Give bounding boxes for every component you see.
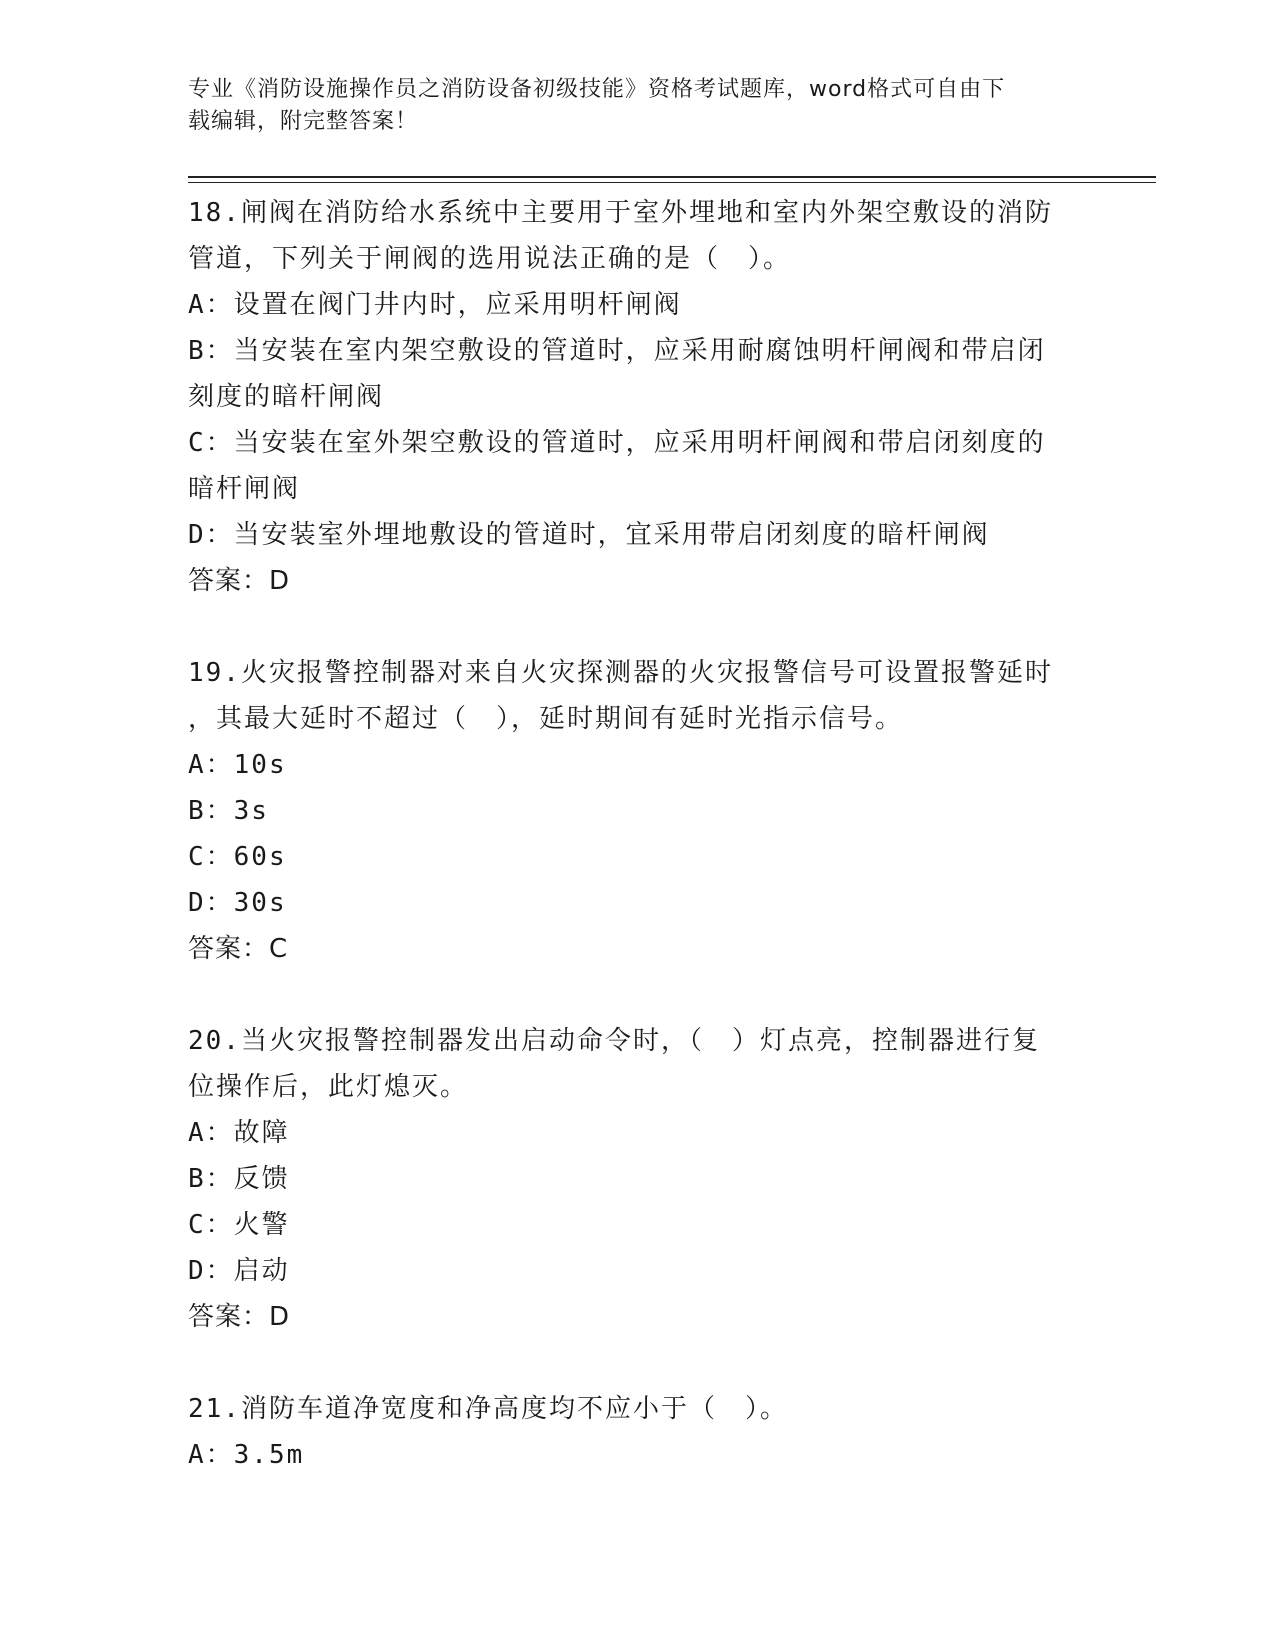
option-b: B：3s	[188, 796, 269, 826]
option-c-continued: 暗杆闸阀	[188, 474, 301, 504]
question-stem-line: 管道，下列关于闸阀的选用说法正确的是（ ）。	[188, 244, 792, 274]
option-c: C：火警	[188, 1210, 290, 1240]
question-stem-line: 18.闸阀在消防给水系统中主要用于室外埋地和室内外架空敷设的消防	[188, 198, 1053, 228]
option-d: D：当安装室外埋地敷设的管道时，宜采用带启闭刻度的暗杆闸阀	[188, 520, 990, 550]
question-21	[188, 1386, 1088, 1478]
question-stem-line: 19.火灾报警控制器对来自火灾探测器的火灾报警信号可设置报警延时	[188, 658, 1053, 688]
question-list	[188, 190, 1088, 1524]
option-b-continued: 刻度的暗杆闸阀	[188, 382, 385, 412]
option-b: B：反馈	[188, 1164, 290, 1194]
option-d: D：30s	[188, 888, 287, 918]
header-line-1: 专业《消防设施操作员之消防设备初级技能》资格考试题库，word格式可自由下	[188, 77, 1006, 102]
question-20	[188, 1018, 1088, 1340]
header-divider-thin	[188, 182, 1156, 183]
header-divider-thick	[188, 176, 1156, 178]
option-a: A：10s	[188, 750, 287, 780]
option-a: A：故障	[188, 1118, 290, 1148]
option-b: B：当安装在室内架空敷设的管道时，应采用耐腐蚀明杆闸阀和带启闭	[188, 336, 1046, 366]
option-a: A：设置在阀门井内时，应采用明杆闸阀	[188, 290, 682, 320]
question-stem-line: ，其最大延时不超过（ ），延时期间有延时光指示信号。	[188, 704, 904, 734]
question-stem-line: 位操作后，此灯熄灭。	[188, 1072, 469, 1102]
answer-label: 答案：D	[188, 1302, 291, 1332]
option-d: D：启动	[188, 1256, 290, 1286]
question-stem-line: 21.消防车道净宽度和净高度均不应小于（ ）。	[188, 1394, 788, 1424]
option-c: C：60s	[188, 842, 287, 872]
option-c: C：当安装在室外架空敷设的管道时，应采用明杆闸阀和带启闭刻度的	[188, 428, 1046, 458]
question-18	[188, 190, 1088, 604]
header-line-2: 载编辑，附完整答案！	[188, 109, 419, 134]
question-19	[188, 650, 1088, 972]
option-a: A：3.5m	[188, 1440, 305, 1470]
document-header	[188, 74, 1088, 138]
answer-label: 答案：C	[188, 934, 289, 964]
answer-label: 答案：D	[188, 566, 291, 596]
question-stem-line: 20.当火灾报警控制器发出启动命令时，（ ）灯点亮，控制器进行复	[188, 1026, 1040, 1056]
